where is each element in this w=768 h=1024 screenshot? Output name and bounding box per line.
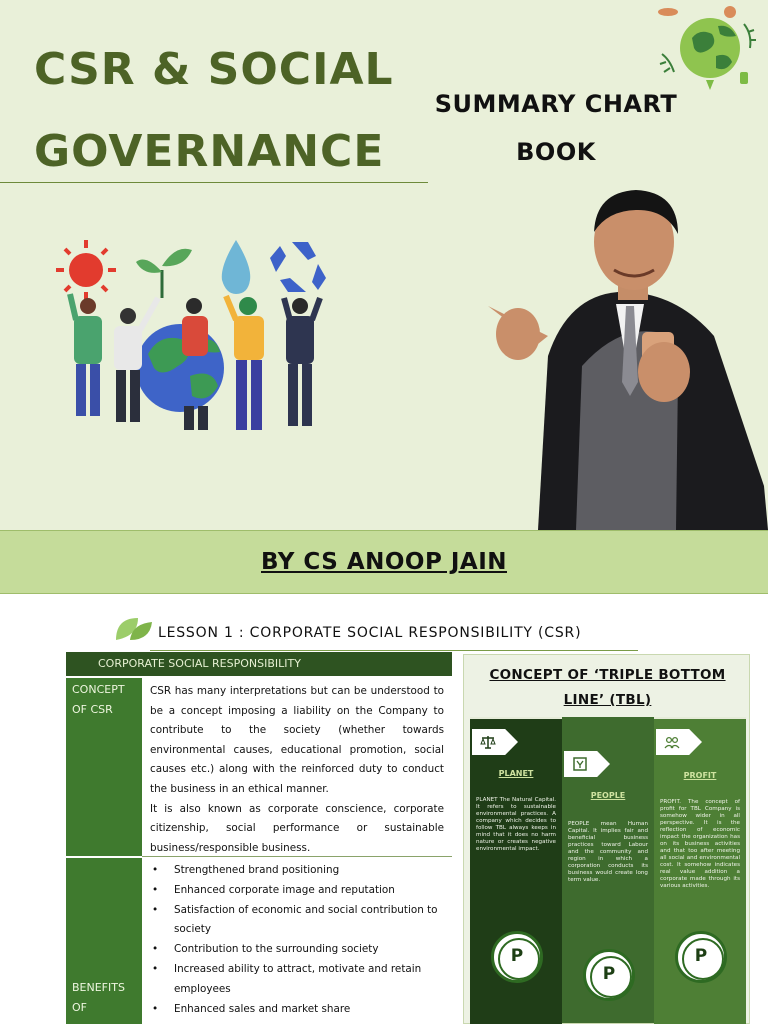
- subtitle-line1: SUMMARY CHART: [434, 90, 678, 118]
- lesson-title: LESSON 1 : CORPORATE SOCIAL RESPONSIBILITY (CSR): [158, 625, 582, 641]
- pillar-tag: [656, 729, 702, 755]
- benefits-list: [150, 861, 450, 1019]
- leaf-icon: [114, 616, 154, 642]
- pillar-profit: [654, 719, 746, 1024]
- subtitle-line2: BOOK: [516, 138, 596, 166]
- pillar-p-badge: P: [675, 931, 727, 983]
- pillar-p-badge: P: [491, 931, 543, 983]
- globe-decoration-icon: [656, 4, 760, 94]
- pillar-name: PROFIT: [683, 771, 717, 780]
- list-item: • Enhanced corporate image and reputation: [150, 881, 450, 901]
- tbl-panel: [463, 654, 750, 1024]
- users-icon: [664, 734, 680, 750]
- list-item: • Increased ability to attract, motivate and retain employees: [150, 960, 450, 1000]
- pillar-description: PROFIT. The concept of profit for TBL Company is somehow wider in all perspective. It is the reflection of economic impact the organization has on its business activities and that too after meeting all social and environmental cost. It somehow indicates real value addition a corporate made through its various activities.: [660, 799, 740, 889]
- lesson-divider: [150, 650, 638, 651]
- list-item: • Satisfaction of economic and social contribution to society: [150, 901, 450, 941]
- tbl-title-line1: CONCEPT OF ‘TRIPLE BOTTOM: [489, 667, 726, 683]
- pillar-tag: [472, 729, 518, 755]
- concept-label-cell: [66, 678, 142, 856]
- pillar-name: PLANET: [498, 769, 534, 778]
- people-with-environment-icons-illustration: [50, 236, 335, 436]
- pillar-description: PEOPLE mean Human Capital. It implies fair and beneficial business practices toward Labour and the community and region in which a corporation conducts its business would create long term value.: [568, 821, 648, 883]
- list-item: • Enhanced sales and market share: [150, 1000, 450, 1020]
- author-band: [0, 530, 768, 594]
- concept-label-line1: CONCEPT: [72, 683, 125, 696]
- table-header: CORPORATE SOCIAL RESPONSIBILITY: [66, 652, 452, 676]
- tbl-title: [464, 663, 751, 713]
- cover-title-line2: GOVERNANCE: [34, 126, 385, 177]
- cover-title-line1: CSR & SOCIAL: [34, 44, 394, 95]
- pillar-name: PEOPLE: [590, 791, 626, 800]
- lesson-page: [0, 594, 768, 1024]
- pillar-people: [562, 717, 654, 1023]
- tbl-title-line2: LINE’ (TBL): [563, 692, 652, 708]
- pillar-description: PLANET The Natural Capital. It refers to sustainable environmental practices. A company which decides to follow TBL always keeps in mind that it does no harm nature or creates negative environmental impact.: [476, 797, 556, 852]
- concept-label-line2: OF CSR: [72, 703, 113, 716]
- csr-table: [66, 652, 452, 1024]
- pillar-tag: [564, 751, 610, 777]
- pillar-planet: [470, 719, 562, 1024]
- scales-icon: [480, 734, 496, 750]
- benefits-label-line1: BENEFITS: [72, 981, 125, 994]
- concept-paragraph-2: It is also known as corporate conscience, corporate citizenship, social performance or sustainable business/responsible business.: [150, 802, 444, 854]
- tbl-pillars: [470, 717, 746, 1023]
- people-badge-icon: [572, 756, 588, 772]
- title-divider: [0, 182, 428, 183]
- benefits-label-line2: OF: [72, 1001, 87, 1014]
- author-name: BY CS ANOOP JAIN: [261, 549, 507, 575]
- presenter-photo: [478, 186, 768, 530]
- list-item: • Contribution to the surrounding society: [150, 940, 450, 960]
- pillar-p-badge: P: [583, 949, 635, 1001]
- concept-paragraph-1: CSR has many interpretations but can be understood to be a concept imposing a liability on the Company to contribute to the society (whether towards environmental causes, educational promotion, social causes etc.) along with the reinforced duty to conduct the business in an ethical manner.: [150, 685, 444, 795]
- benefits-label-cell: [66, 858, 142, 1024]
- list-item: • Strengthened brand positioning: [150, 861, 450, 881]
- concept-description: [150, 682, 444, 858]
